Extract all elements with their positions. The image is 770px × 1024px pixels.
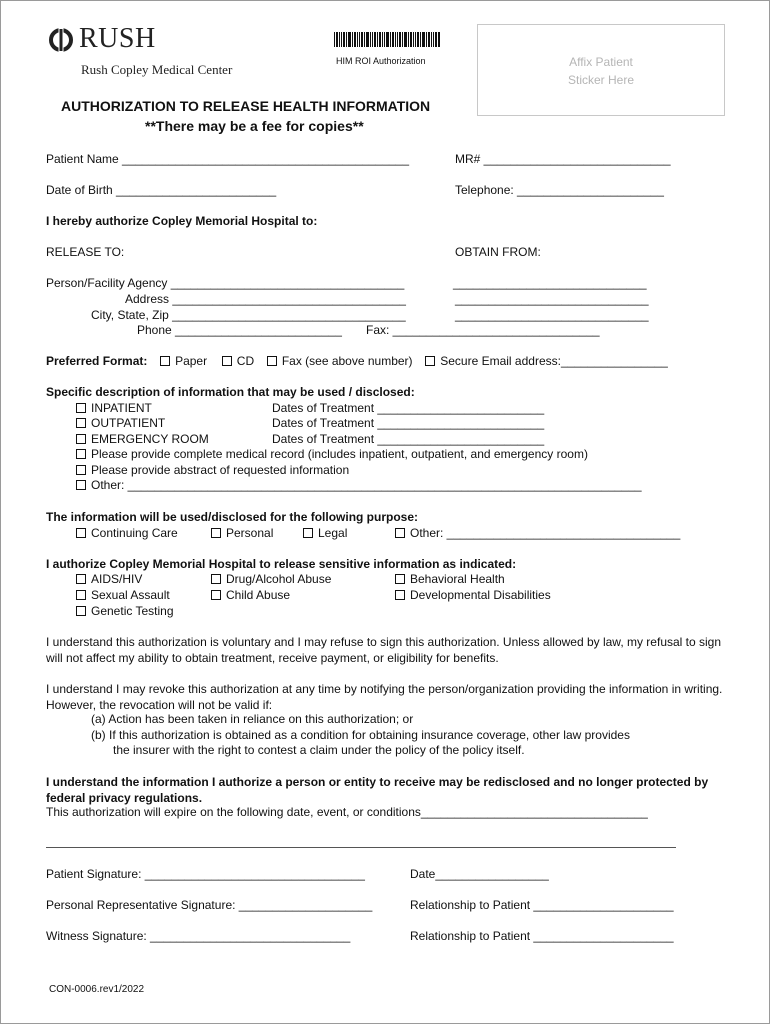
outpatient-dates-field[interactable]: Dates of Treatment _________________________ [272, 416, 545, 430]
rush-logo-icon [48, 27, 74, 53]
drug-alcohol-label: Drug/Alcohol Abuse [226, 572, 332, 586]
witness-signature-field[interactable]: Witness Signature: ______________________________ [46, 929, 351, 943]
personal-checkbox[interactable] [211, 528, 221, 538]
sensitive-heading: I authorize Copley Memorial Hospital to release sensitive information as indicated: [46, 557, 517, 571]
date-of-birth-field[interactable]: Date of Birth ________________________ [46, 183, 277, 197]
drug-alcohol-checkbox[interactable] [211, 574, 221, 584]
facility-city-field[interactable]: City, State, Zip ___________________________________ [91, 308, 406, 322]
expiration-field[interactable]: This authorization will expire on the following date, event, or conditions__________________________________ [46, 805, 648, 819]
cd-label: CD [236, 354, 255, 368]
patient-sticker-area[interactable] [477, 24, 725, 116]
mr-number-field[interactable]: MR# ____________________________ [455, 152, 671, 166]
complete-record-label: Please provide complete medical record (includes inpatient, outpatient, and emergency room) [91, 447, 588, 461]
preferred-format-row [46, 354, 668, 368]
redisclose-paragraph: I understand the information I authorize a person or entity to receive may be redisclosed and no longer protected by federal privacy regulations. [46, 775, 709, 805]
revoke-condition-b: (b) If this authorization is obtained as a condition for obtaining insurance coverage, other law provides [91, 728, 630, 742]
purpose-heading: The information will be used/disclosed for the following purpose: [46, 510, 419, 524]
emergency-dates-field[interactable]: Dates of Treatment _________________________ [272, 432, 545, 446]
facility-fax-field[interactable]: Fax: _______________________________ [366, 323, 600, 337]
authorize-heading: I hereby authorize Copley Memorial Hospital to: [46, 214, 318, 228]
continuing-care-checkbox[interactable] [76, 528, 86, 538]
aids-hiv-checkbox[interactable] [76, 574, 86, 584]
voluntary-paragraph: I understand this authorization is voluntary and I may refuse to sign this authorization. Unless allowed by law, my refusal to sign will not affect my ability to obtain treatment, receive payment, or eligibility for benefits. [46, 635, 722, 665]
fax-label: Fax (see above number) [281, 354, 413, 368]
facility-agency-field[interactable]: Person/Facility Agency ___________________________________ [46, 276, 405, 290]
signature-date-field[interactable]: Date_________________ [410, 867, 549, 881]
personal-label: Personal [226, 526, 274, 540]
inpatient-checkbox[interactable] [76, 403, 86, 413]
continuing-care-label: Continuing Care [91, 526, 178, 540]
outpatient-checkbox[interactable] [76, 418, 86, 428]
telephone-field[interactable]: Telephone: ______________________ [455, 183, 664, 197]
inpatient-label: INPATIENT [91, 401, 152, 415]
logo-wordmark: RUSH [79, 23, 156, 54]
abstract-label: Please provide abstract of requested information [91, 463, 350, 477]
revoke-condition-b-cont: the insurer with the right to contest a claim under the policy of the policy itself. [113, 743, 525, 757]
revoke-paragraph: I understand I may revoke this authorization at any time by notifying the person/organization providing the information in writing. However, the revocation will not be valid if: [46, 682, 723, 712]
form-code-footer: CON-0006.rev1/2022 [49, 984, 145, 995]
preferred-format-label: Preferred Format: [46, 354, 148, 368]
child-abuse-checkbox[interactable] [211, 590, 221, 600]
outpatient-label: OUTPATIENT [91, 416, 166, 430]
abstract-checkbox[interactable] [76, 465, 86, 475]
cd-checkbox[interactable] [222, 356, 232, 366]
behavioral-health-label: Behavioral Health [410, 572, 505, 586]
obtain-from-label: OBTAIN FROM: [455, 245, 541, 259]
paper-checkbox[interactable] [160, 356, 170, 366]
patient-name-field[interactable]: Patient Name ___________________________________________ [46, 152, 410, 166]
obtain-line[interactable]: _____________________________ [453, 276, 647, 290]
representative-signature-field[interactable]: Personal Representative Signature: ____________________ [46, 898, 373, 912]
form-title: AUTHORIZATION TO RELEASE HEALTH INFORMATION [61, 98, 431, 114]
revoke-condition-a: (a) Action has been taken in reliance on this authorization; or [91, 712, 414, 726]
description-heading: Specific description of information that may be used / disclosed: [46, 385, 415, 399]
patient-signature-field[interactable]: Patient Signature: _________________________________ [46, 867, 365, 881]
legal-label: Legal [318, 526, 348, 540]
witness-relationship-field[interactable]: Relationship to Patient _____________________ [410, 929, 674, 943]
representative-relationship-field[interactable]: Relationship to Patient _____________________ [410, 898, 674, 912]
genetic-testing-checkbox[interactable] [76, 606, 86, 616]
form-subtitle: **There may be a fee for copies** [145, 118, 364, 134]
barcode-icon [334, 32, 440, 47]
developmental-checkbox[interactable] [395, 590, 405, 600]
inpatient-dates-field[interactable]: Dates of Treatment _________________________ [272, 401, 545, 415]
obtain-line[interactable]: _____________________________ [455, 308, 649, 322]
other-purpose-field[interactable]: Other: ___________________________________ [410, 526, 681, 540]
emergency-room-checkbox[interactable] [76, 434, 86, 444]
facility-address-field[interactable]: Address ___________________________________ [125, 292, 406, 306]
emergency-room-label: EMERGENCY ROOM [91, 432, 209, 446]
child-abuse-label: Child Abuse [226, 588, 291, 602]
facility-phone-field[interactable]: Phone _________________________ [137, 323, 342, 337]
developmental-label: Developmental Disabilities [410, 588, 551, 602]
secure-email-label: Secure Email address:________________ [440, 354, 668, 368]
complete-record-checkbox[interactable] [76, 449, 86, 459]
fax-checkbox[interactable] [267, 356, 277, 366]
other-info-field[interactable]: Other: _____________________________________________________________________________ [91, 478, 642, 492]
barcode-caption: HIM ROI Authorization [336, 56, 426, 66]
expiration-continuation-line[interactable] [46, 847, 676, 848]
obtain-line[interactable]: _____________________________ [455, 292, 649, 306]
sexual-assault-checkbox[interactable] [76, 590, 86, 600]
aids-hiv-label: AIDS/HIV [91, 572, 143, 586]
sticker-text-line: Sticker Here [567, 73, 635, 87]
secure-email-checkbox[interactable] [425, 356, 435, 366]
sexual-assault-label: Sexual Assault [91, 588, 170, 602]
sticker-text-line: Affix Patient [569, 55, 633, 69]
logo-subtitle: Rush Copley Medical Center [81, 62, 233, 77]
legal-checkbox[interactable] [303, 528, 313, 538]
behavioral-health-checkbox[interactable] [395, 574, 405, 584]
paper-label: Paper [175, 354, 208, 368]
other-info-checkbox[interactable] [76, 480, 86, 490]
other-purpose-checkbox[interactable] [395, 528, 405, 538]
release-to-label: RELEASE TO: [46, 245, 125, 259]
genetic-testing-label: Genetic Testing [91, 604, 174, 618]
